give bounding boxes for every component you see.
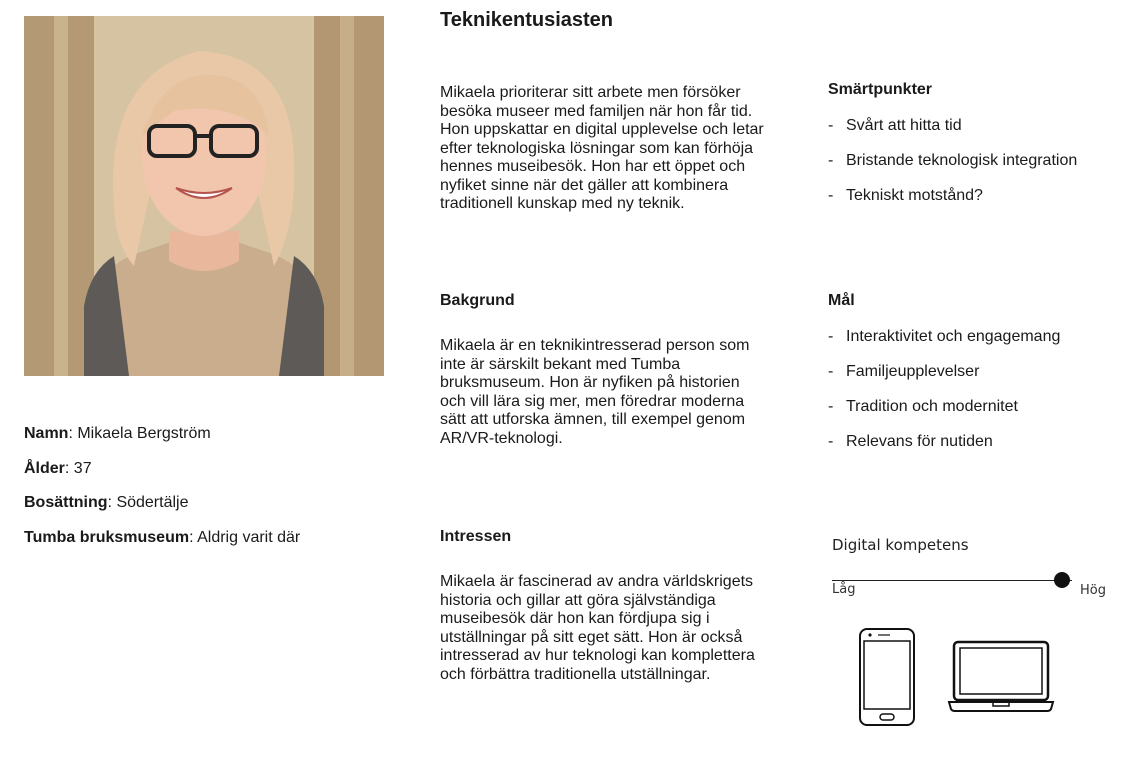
digital-competence-label: Digital kompetens: [832, 536, 969, 554]
profile-facts: [24, 425, 300, 563]
profile-name: Namn: Mikaela Bergström: [24, 425, 211, 442]
intro-text: Mikaela prioriterar sitt arbete men försöker besöka museer med familjen när hon får tid. Hon uppskattar en digital upplevelse och letar efter teknologiska lösningar som kan förhöja hennes museibesök. Hon har ett öppet och nyfiket sinne när det gäller att kombinera traditionell kunskap med ny teknik.: [440, 84, 764, 212]
laptop-icon: [947, 640, 1055, 717]
page-title: Teknikentusiasten: [440, 9, 614, 31]
background-heading: Bakgrund: [440, 292, 515, 309]
list-item: - Tradition och modernitet: [828, 398, 1060, 416]
persona-photo: [24, 16, 384, 376]
profile-museum-visit: Tumba bruksmuseum: Aldrig varit där: [24, 528, 301, 546]
competence-high-label: Hög: [1080, 583, 1106, 598]
list-item: - Svårt att hitta tid: [828, 117, 1077, 135]
competence-scale-marker: [1054, 572, 1070, 588]
list-item: - Familjeupplevelser: [828, 363, 1060, 381]
goals-heading: Mål: [828, 292, 855, 309]
pain-points-heading: Smärtpunkter: [828, 81, 933, 98]
list-item: - Relevans för nutiden: [828, 433, 1060, 451]
competence-scale-track: [832, 580, 1072, 581]
list-item: - Interaktivitet och engagemang: [828, 328, 1060, 346]
background-text: Mikaela är en teknikintresserad person som inte är särskilt bekant med Tumba bruksmuseum. Hon är nyfiken på historien och vill lära sig mer, men föredrar moderna sätt att utforska ämnen, till exempel genom AR/VR-teknologi.: [440, 337, 750, 447]
interests-text: Mikaela är fascinerad av andra världskrigets historia och gillar att göra självständiga museibesök där hon kan fördjupa sig i utställningar på sitt eget sätt. Hon är också intresserad av hur teknologi kan komplettera och förbättra traditionella utställningar.: [440, 573, 755, 683]
list-item: - Bristande teknologisk integration: [828, 152, 1077, 170]
competence-low-label: Låg: [832, 582, 856, 597]
pain-points-list: [828, 117, 1077, 222]
smartphone-icon: [858, 627, 916, 732]
profile-residence: Bosättning: Södertälje: [24, 494, 189, 511]
interests-heading: Intressen: [440, 528, 512, 545]
list-item: - Tekniskt motstånd?: [828, 187, 1077, 205]
goals-list: [828, 328, 1060, 468]
profile-age: Ålder: 37: [24, 459, 92, 477]
